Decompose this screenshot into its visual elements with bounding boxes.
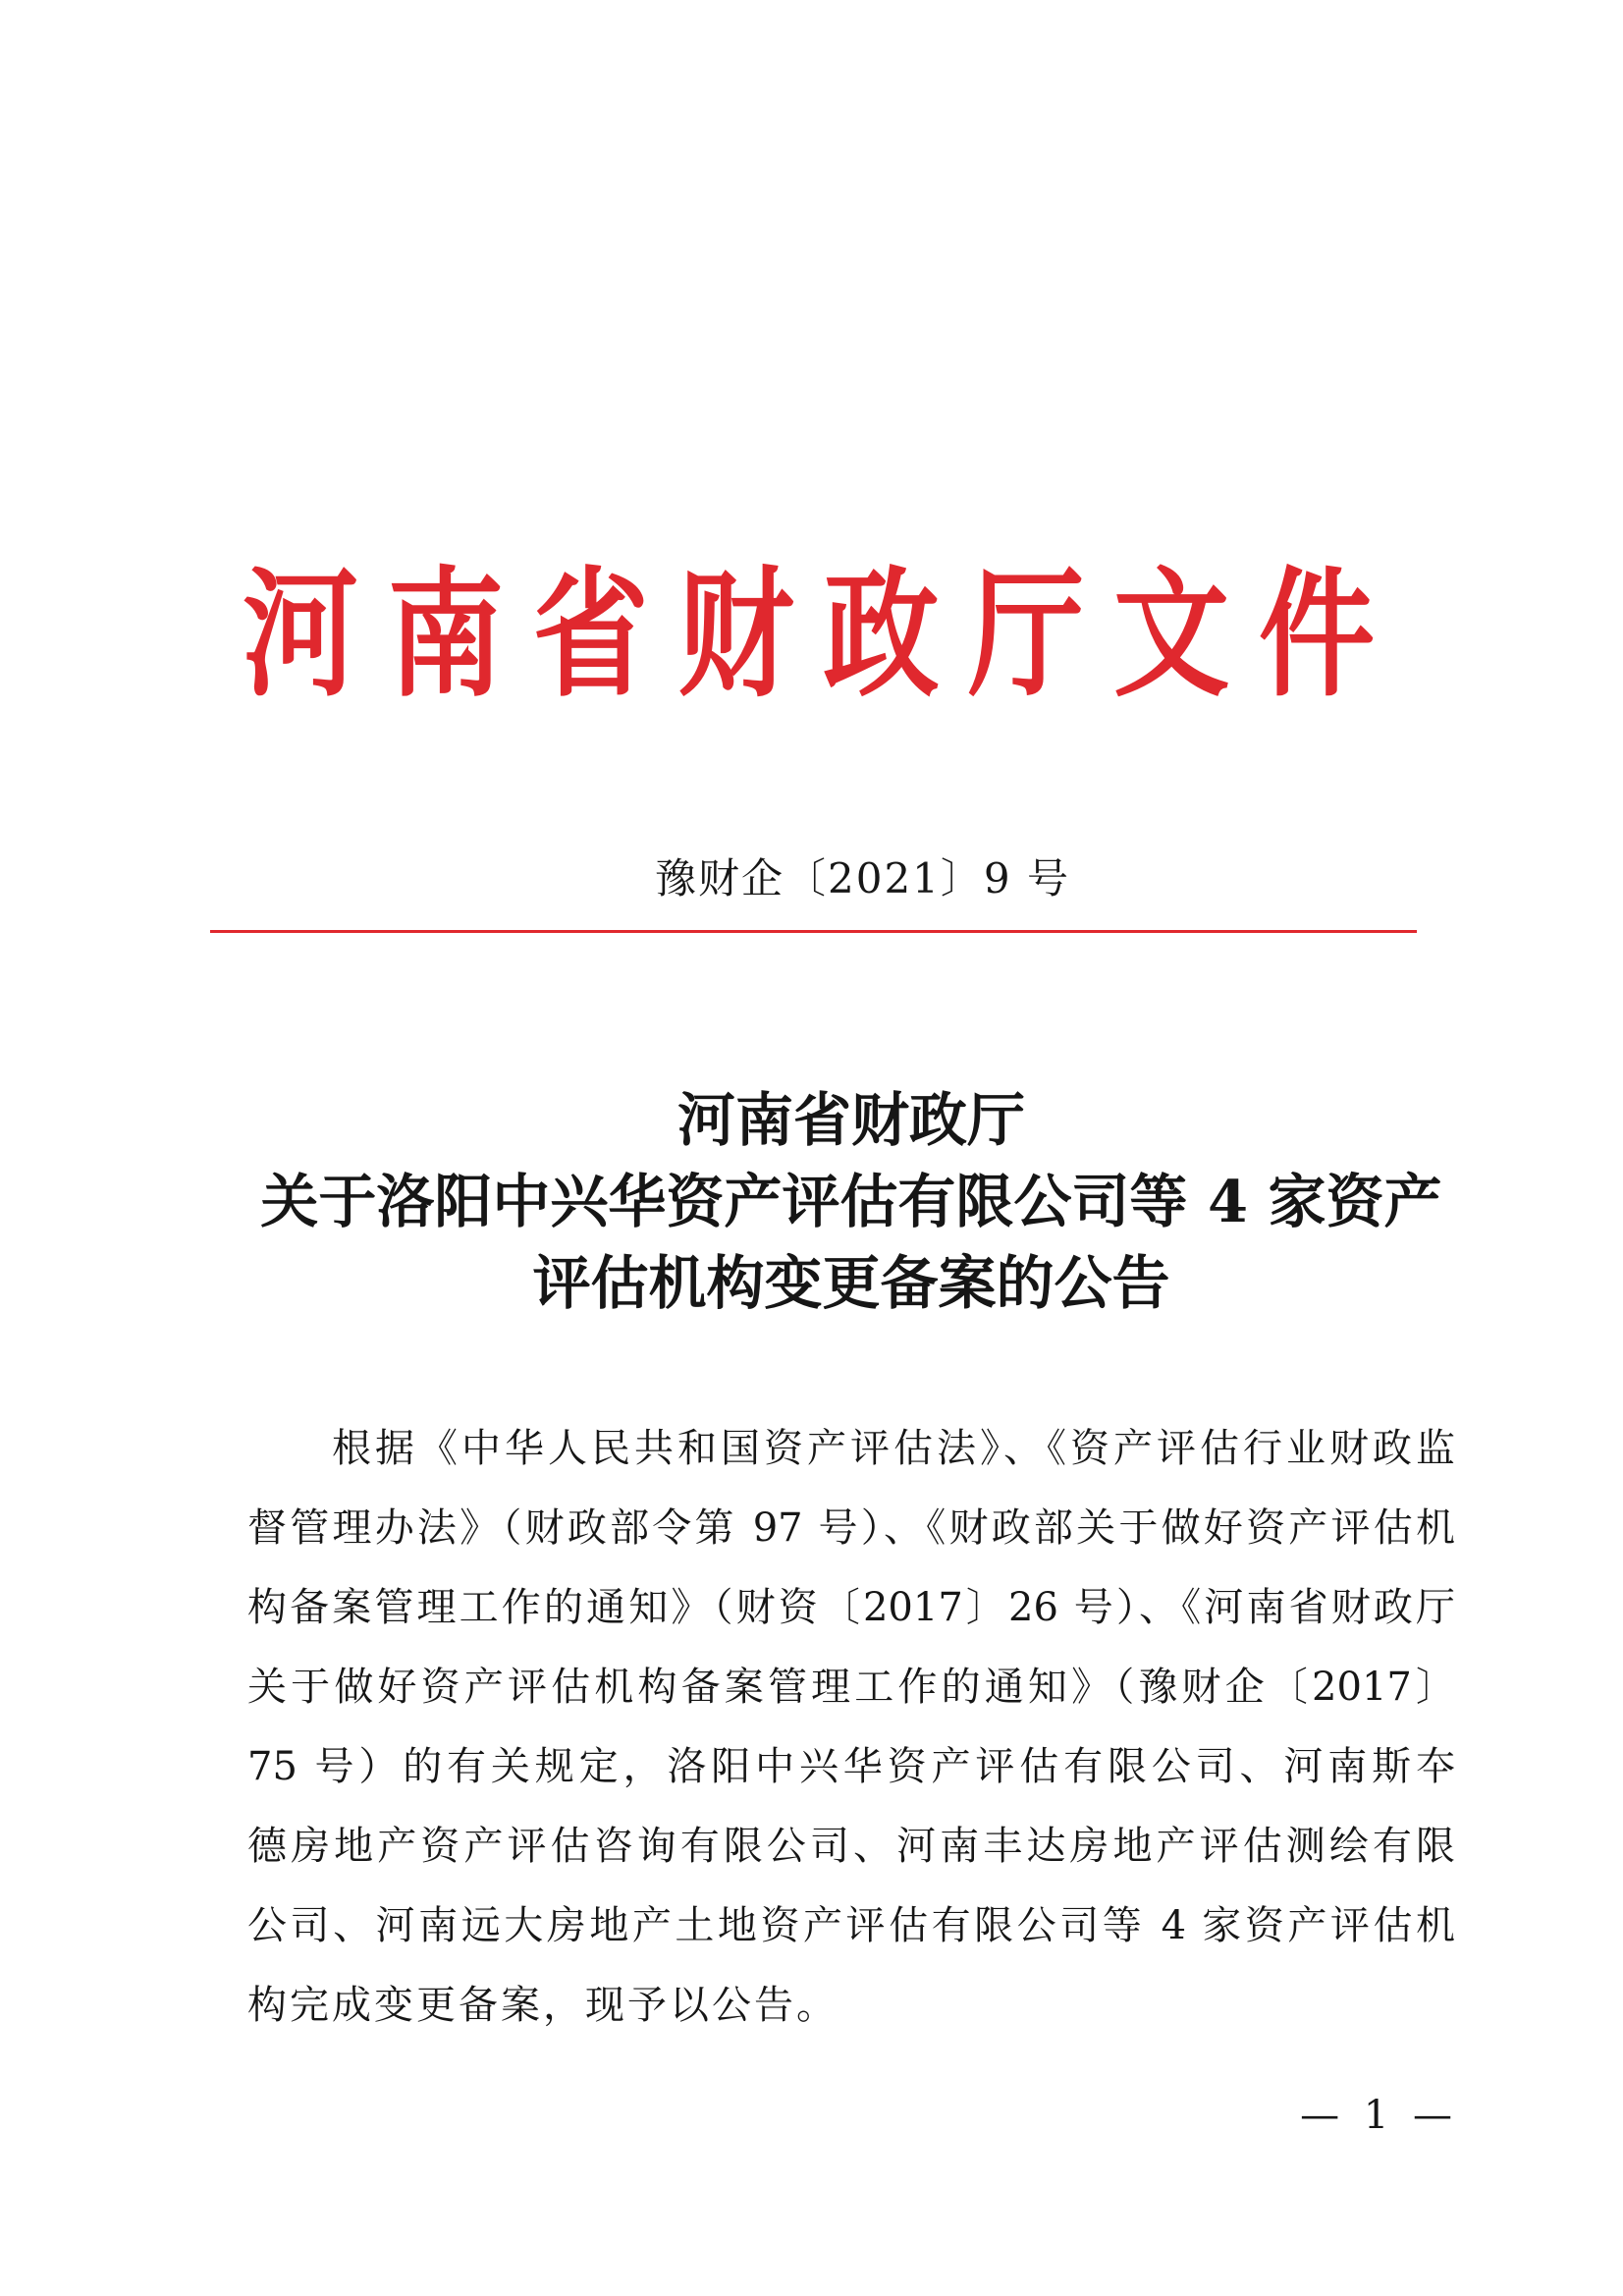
- body-line: 75 号）的有关规定，洛阳中兴华资产评估有限公司、河南斯夲: [247, 1744, 1455, 1789]
- page-number: — 1 —: [1300, 2093, 1458, 2138]
- title-line-issuer: 河南省财政厅: [676, 1086, 1025, 1154]
- body-line: 关于做好资产评估机构备案管理工作的通知》（豫财企〔2017〕: [247, 1665, 1455, 1710]
- title-line-subject: 关于洛阳中兴华资产评估有限公司等 4 家资产: [260, 1168, 1442, 1235]
- body-line: 德房地产资产评估咨询有限公司、河南丰达房地产评估测绘有限: [247, 1824, 1455, 1869]
- document-number: 豫财企〔2021〕9 号: [655, 854, 1070, 902]
- red-divider-line: [210, 930, 1417, 933]
- red-header-title: 河南省财政厅文件: [243, 552, 1375, 716]
- body-paragraph: [247, 1409, 1455, 2046]
- body-line: 根据《中华人民共和国资产评估法》、《资产评估行业财政监: [332, 1426, 1455, 1471]
- announcement-title: [247, 1079, 1455, 1324]
- body-line: 构备案管理工作的通知》（财资〔2017〕26 号）、《河南省财政厅: [247, 1585, 1455, 1630]
- body-line: 公司、河南远大房地产土地资产评估有限公司等 4 家资产评估机: [247, 1903, 1455, 1948]
- body-line: 督管理办法》（财政部令第 97 号）、《财政部关于做好资产评估机: [247, 1505, 1455, 1551]
- title-line-subject-end: 评估机构变更备案的公告: [532, 1249, 1170, 1317]
- body-line: 构完成变更备案，现予以公告。: [247, 1983, 839, 2028]
